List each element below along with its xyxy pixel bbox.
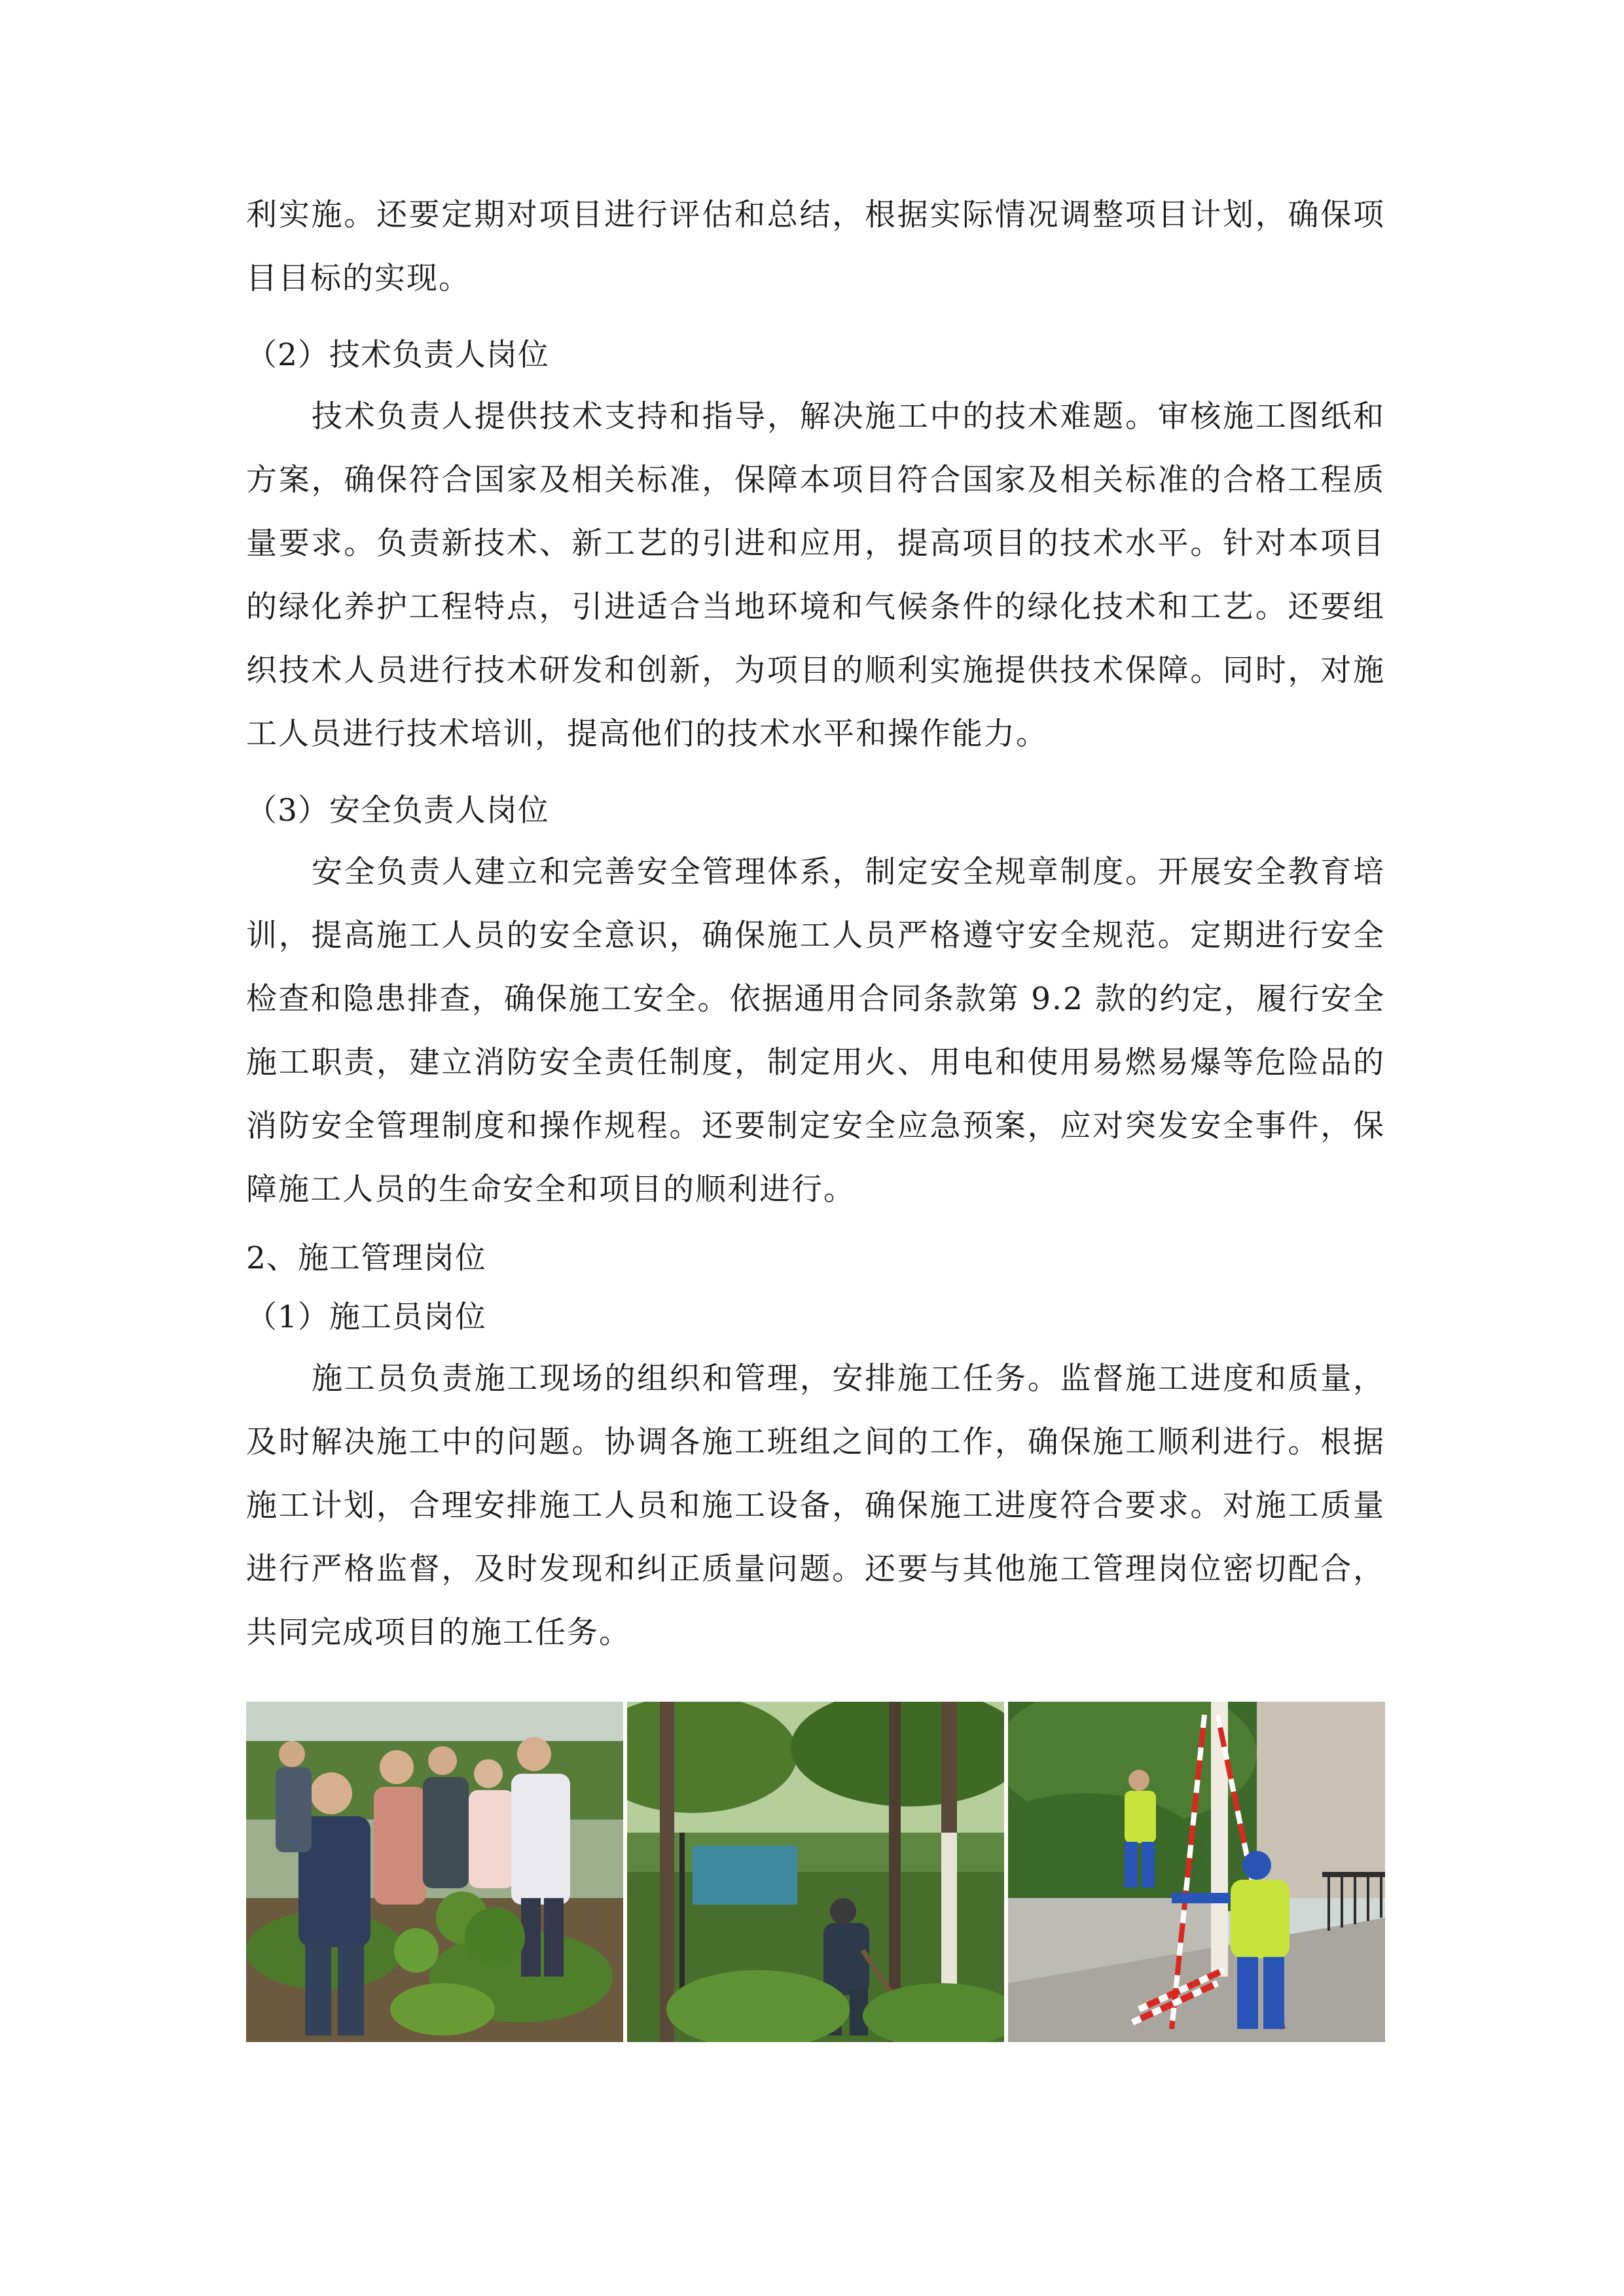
heading-technical-lead: （2）技术负责人岗位	[246, 337, 549, 373]
worker-pruning-photo	[627, 1702, 1004, 2042]
heading-safety-lead: （3）安全负责人岗位	[246, 793, 549, 829]
paragraph-construction-worker: 施工员负责施工现场的组织和管理，安排施工任务。监督施工进度和质量，及时解决施工中的问题。协调各施工班组之间的工作，确保施工顺利进行。根据施工计划，合理安排施工人员和施工设备，确保施工进度符合要求。对施工质量进行严格监督，及时发现和纠正质量问题。还要与其他施工管理岗位密切配合，共同完成项目的施工任务。	[246, 1361, 1385, 1651]
paragraph-technical-lead: 技术负责人提供技术支持和指导，解决施工中的技术难题。审核施工图纸和方案，确保符合国家及相关标准，保障本项目符合国家及相关标准的合格工程质量要求。负责新技术、新工艺的引进和应用，提高项目的技术水平。针对本项目的绿化养护工程特点，引进适合当地环境和气候条件的绿化技术和工艺。还要组织技术人员进行技术研发和创新，为项目的顺利实施提供技术保障。同时，对施工人员进行技术培训，提高他们的技术水平和操作能力。	[246, 399, 1385, 752]
heading-construction-worker: （1）施工员岗位	[246, 1299, 486, 1335]
photo-strip	[246, 1702, 1385, 2042]
paragraph-safety-lead: 安全负责人建立和完善安全管理体系，制定安全规章制度。开展安全教育培训，提高施工人员的安全意识，确保施工人员严格遵守安全规范。定期进行安全检查和隐患排查，确保施工安全。依据通用合同条款第 9.2 款的约定，履行安全施工职责，建立消防安全责任制度，制定用火、用电和使用易燃易爆等危险品的消防安全管理制度和操作规程。还要制定安全应急预案，应对突发安全事件，保障施工人员的生命安全和项目的顺利进行。	[246, 854, 1385, 1208]
group-inspection-photo	[246, 1702, 623, 2042]
document-body	[246, 183, 1385, 1664]
paragraph-continuation: 利实施。还要定期对项目进行评估和总结，根据实际情况调整项目计划，确保项目目标的实现。	[246, 197, 1385, 296]
survey-workers-photo	[1008, 1702, 1385, 2042]
heading-construction-management: 2、施工管理岗位	[246, 1240, 486, 1276]
